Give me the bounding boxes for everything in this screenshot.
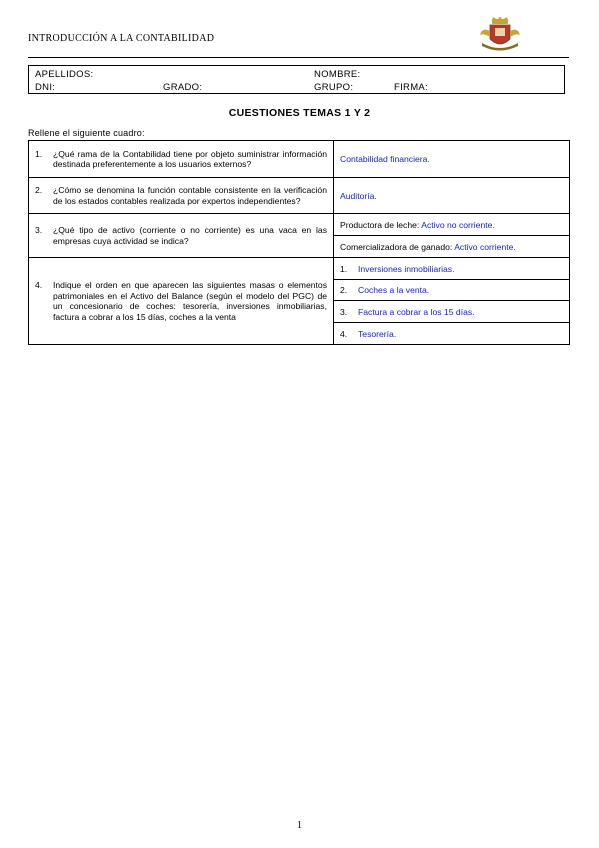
grupo-label: GRUPO: <box>314 82 354 93</box>
question-number: 4. <box>35 280 43 290</box>
question-row <box>29 141 570 178</box>
ordered-answer-cell <box>334 258 570 280</box>
answer-value: Activo no corriente. <box>421 219 495 230</box>
question-text: ¿Qué tipo de activo (corriente o no corriente) es una vaca en las empresas cuya actividad se indica? <box>53 225 327 246</box>
answer-value: Inversiones inmobiliarias. <box>358 263 455 274</box>
answer-value: Activo corriente. <box>454 241 516 252</box>
university-crest-logo <box>478 17 522 51</box>
course-title: INTRODUCCIÓN A LA CONTABILIDAD <box>28 33 215 44</box>
answer-label: Productora de leche: <box>340 219 420 230</box>
instruction-text: Rellene el siguiente cuadro: <box>28 128 145 138</box>
answer-cell: Auditoría. <box>334 178 570 214</box>
nombre-label: NOMBRE: <box>314 69 361 80</box>
answer-cell <box>334 236 570 258</box>
dni-label: DNI: <box>35 82 56 93</box>
question-row <box>29 258 570 280</box>
question-text: ¿Cómo se denomina la función contable consistente en la verificación de los estados contables realizada por expertos independientes? <box>53 185 327 206</box>
student-info-box <box>28 65 565 94</box>
question-cell <box>29 214 334 258</box>
answer-value: Coches a la venta. <box>358 285 430 295</box>
page-heading: CUESTIONES TEMAS 1 Y 2 <box>228 107 371 119</box>
ordered-answer-cell <box>334 280 570 301</box>
answer-number: 4. <box>340 328 348 339</box>
ordered-answer-cell <box>334 301 570 323</box>
answer-number: 2. <box>340 285 348 295</box>
question-cell <box>29 258 334 345</box>
page-number: 1 <box>297 820 302 831</box>
answer-label: Comercializadora de ganado: <box>340 241 453 252</box>
question-number: 1. <box>35 148 43 159</box>
apellidos-label: APELLIDOS: <box>35 69 94 80</box>
question-number: 2. <box>35 185 43 195</box>
answer-number: 3. <box>340 306 348 317</box>
question-text: ¿Qué rama de la Contabilidad tiene por objeto suministrar información destinada preferentemente a los usuarios externos? <box>53 148 327 169</box>
answer-number: 1. <box>340 263 348 274</box>
question-row <box>29 214 570 236</box>
answer-value: Factura a cobrar a los 15 días. <box>358 306 475 317</box>
ordered-answer-cell <box>334 323 570 345</box>
header-divider <box>28 57 569 58</box>
firma-label: FIRMA: <box>394 82 428 93</box>
question-cell <box>29 178 334 214</box>
question-row <box>29 178 570 214</box>
question-number: 3. <box>35 225 43 235</box>
grado-label: GRADO: <box>163 82 203 93</box>
question-cell <box>29 141 334 178</box>
answer-cell <box>334 214 570 236</box>
answer-value: Tesorería. <box>358 328 397 339</box>
answer-cell: Contabilidad financiera. <box>334 141 570 178</box>
questions-table <box>28 140 570 345</box>
question-text: Indique el orden en que aparecen las siguientes masas o elementos patrimoniales en el Activo del Balance (según el modelo del PGC) de un concesionario de coches: tesorería, inversiones inmobiliarias, factura a cobrar a los 15 días, coches a la venta <box>53 280 327 322</box>
